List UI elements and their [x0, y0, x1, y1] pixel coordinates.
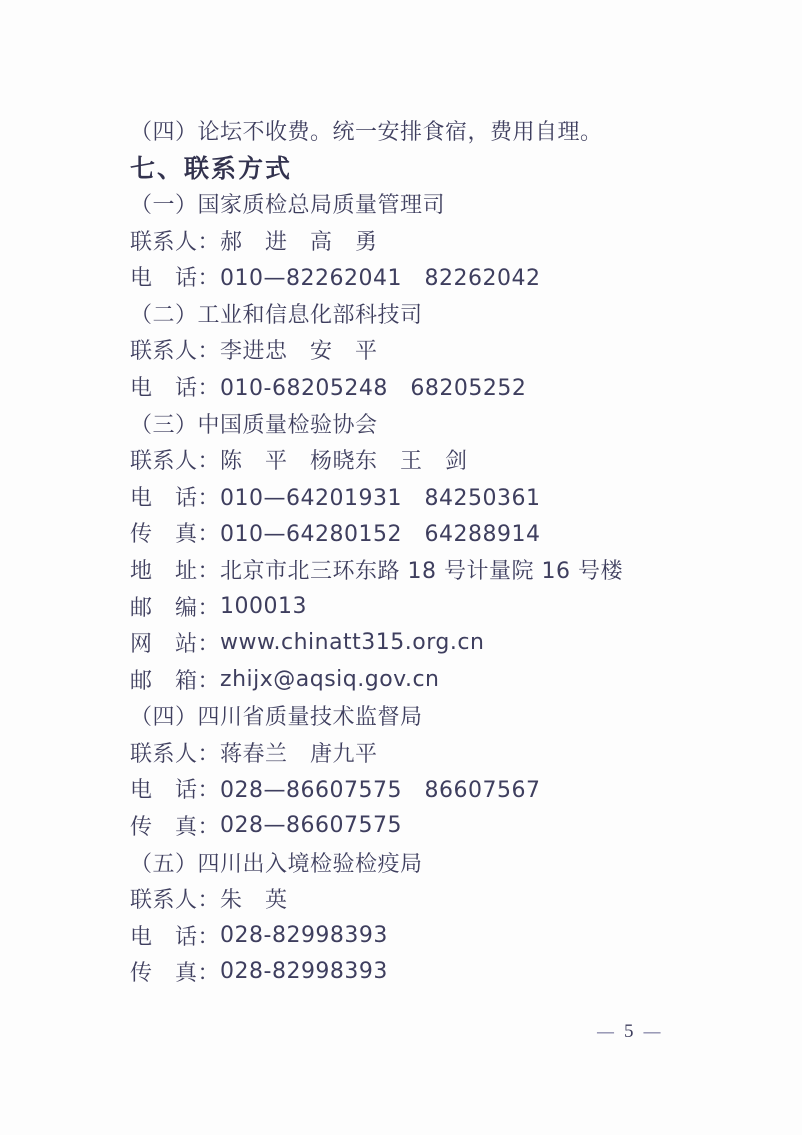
contact-row — [130, 954, 710, 991]
contact-org-title — [130, 844, 710, 881]
page-number: 5 — [624, 1021, 634, 1042]
contact-row — [130, 551, 710, 588]
contact-row — [130, 368, 710, 405]
contact-org-title-text: （五）四川出入境检验检疫局 — [130, 851, 423, 877]
contact-row-website: www.chinatt315.org.cn — [220, 630, 485, 656]
contact-row-label: 电 话： — [130, 924, 221, 950]
contact-row-value: 朱 英 — [220, 888, 288, 914]
contact-org-title — [130, 185, 710, 222]
contact-row-label: 邮 编： — [130, 595, 221, 621]
contact-row — [130, 880, 710, 917]
page-footer — [596, 1019, 662, 1045]
contact-row — [130, 515, 710, 552]
contact-row-value: 028-82998393 — [220, 959, 388, 985]
contact-row-label: 邮 箱： — [130, 668, 221, 694]
contact-row-label: 地 址： — [130, 558, 221, 584]
contact-org-title-text: （一）国家质检总局质量管理司 — [130, 192, 446, 218]
contact-row-value: 100013 — [220, 593, 307, 619]
footer-dash-left: — — [596, 1021, 615, 1043]
contact-row-value: 028-82998393 — [220, 922, 388, 948]
contact-row-label: 传 真： — [130, 815, 221, 841]
contact-row-email: zhijx@aqsiq.gov.cn — [220, 666, 440, 692]
section-heading-contact-info — [130, 149, 710, 186]
contact-row-value: 北京市北三环东路 18 号计量院 16 号楼 — [220, 558, 623, 584]
contact-row-label: 联系人： — [130, 741, 221, 767]
contact-row-value: 李进忠 安 平 — [220, 339, 378, 365]
contact-org-title-text: （四）四川省质量技术监督局 — [130, 705, 423, 731]
contact-row-label: 联系人： — [130, 888, 221, 914]
contact-row — [130, 222, 710, 259]
contact-row-value: 010—64201931 84250361 — [220, 485, 541, 511]
contact-row — [130, 332, 710, 369]
contact-row-value: 010-68205248 68205252 — [220, 375, 527, 401]
section-heading-text: 七、联系方式 — [130, 154, 293, 183]
contact-row — [130, 917, 710, 954]
contact-row-label: 电 话： — [130, 485, 221, 511]
contact-row — [130, 258, 710, 295]
contact-row — [130, 478, 710, 515]
contact-row — [130, 661, 710, 698]
footer-dash-right: — — [642, 1021, 662, 1043]
contact-row-value: 010—82262041 82262042 — [220, 266, 541, 292]
contact-row-label: 传 真： — [130, 961, 221, 987]
contact-org-title — [130, 405, 710, 442]
contact-row — [130, 771, 710, 808]
contact-row — [130, 807, 710, 844]
contact-row-label: 联系人： — [130, 339, 221, 365]
contact-row-label: 电 话： — [130, 266, 221, 292]
contact-row-label: 电 话： — [130, 778, 221, 804]
contact-row-label: 电 话： — [130, 375, 221, 401]
document-body — [130, 112, 710, 990]
contact-row-value: 陈 平 杨晓东 王 剑 — [220, 449, 468, 475]
contact-row — [130, 734, 710, 771]
contact-org-title-text: （三）中国质量检验协会 — [130, 412, 378, 438]
contact-row-value: 028—86607575 — [220, 813, 402, 839]
paragraph-fee-notice — [130, 112, 710, 149]
contact-org-title — [130, 698, 710, 735]
contact-row — [130, 624, 710, 661]
contact-row-value: 010—64280152 64288914 — [220, 522, 541, 548]
contact-row-value: 郝 进 高 勇 — [220, 229, 378, 255]
contact-row — [130, 588, 710, 625]
contact-row-label: 联系人： — [130, 449, 221, 475]
contact-row-value: 028—86607575 86607567 — [220, 778, 541, 804]
contact-row-label: 传 真： — [130, 522, 221, 548]
contact-org-title-text: （二）工业和信息化部科技司 — [130, 302, 423, 328]
contact-row-value: 蒋春兰 唐九平 — [220, 741, 378, 767]
contact-row-label: 联系人： — [130, 229, 221, 255]
contact-org-title — [130, 295, 710, 332]
contact-row — [130, 441, 710, 478]
paragraph-fee-notice-text: （四）论坛不收费。统一安排食宿，费用自理。 — [130, 119, 603, 145]
contact-row-label: 网 站： — [130, 632, 221, 658]
